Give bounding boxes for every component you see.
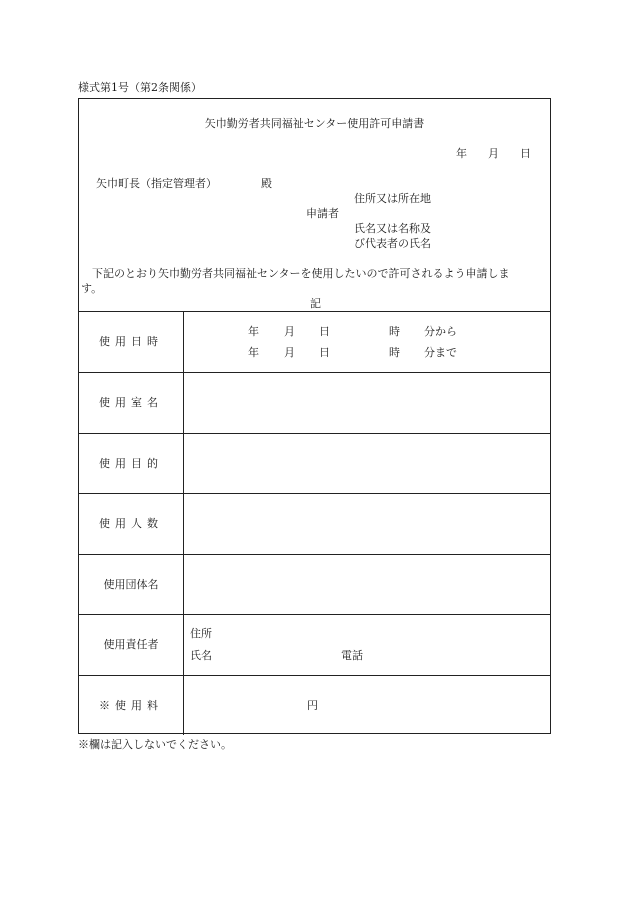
row-people-label: 使用人数 <box>99 517 163 530</box>
row-divider <box>79 554 550 555</box>
responsible-name-label: 氏名 <box>190 649 212 662</box>
date-month-label: 月 <box>488 147 499 160</box>
dt-start-day: 日 <box>319 325 330 338</box>
row-divider <box>79 614 550 615</box>
application-form <box>78 98 551 734</box>
form-title: 矢巾勤労者共同福祉センター使用許可申請書 <box>204 117 425 130</box>
dt-end-suffix: 分まで <box>424 346 457 359</box>
footnote: ※欄は記入しないでください。 <box>78 738 232 751</box>
table-column-divider <box>183 311 184 735</box>
addressee: 矢巾町長（指定管理者） <box>96 177 217 190</box>
row-divider <box>79 433 550 434</box>
dt-start-year: 年 <box>248 325 259 338</box>
dt-end-month: 月 <box>284 346 295 359</box>
applicant-label: 申請者 <box>306 207 339 220</box>
dt-end-year: 年 <box>248 346 259 359</box>
honorific: 殿 <box>261 177 272 190</box>
row-datetime-label: 使用日時 <box>99 335 163 348</box>
form-number: 様式第1号（第2条関係） <box>78 81 202 94</box>
row-group-label: 使用団体名 <box>103 578 159 591</box>
row-purpose-label: 使用目的 <box>99 457 163 470</box>
date-year-label: 年 <box>456 147 467 160</box>
dt-start-suffix: 分から <box>424 325 457 338</box>
row-fee-label: ※使用料 <box>99 699 163 712</box>
applicant-name-label-1: 氏名又は名称及 <box>354 222 431 235</box>
applicant-address-label: 住所又は所在地 <box>354 192 431 205</box>
row-room-label: 使用室名 <box>99 396 163 409</box>
responsible-address-label: 住所 <box>190 627 212 640</box>
fee-yen-label: 円 <box>307 699 318 712</box>
table-top-border <box>79 311 550 312</box>
request-text-line2: す。 <box>81 282 103 295</box>
dt-start-hour: 時 <box>389 325 400 338</box>
dt-end-day: 日 <box>319 346 330 359</box>
row-divider <box>79 675 550 676</box>
dt-start-month: 月 <box>284 325 295 338</box>
responsible-phone-label: 電話 <box>341 649 363 662</box>
ki-label: 記 <box>310 297 321 310</box>
row-divider <box>79 372 550 373</box>
dt-end-hour: 時 <box>389 346 400 359</box>
row-responsible-label: 使用責任者 <box>103 638 159 651</box>
date-day-label: 日 <box>520 147 531 160</box>
request-text-line1: 下記のとおり矢巾勤労者共同福祉センターを使用したいので許可されるよう申請しま <box>92 267 510 280</box>
row-divider <box>79 493 550 494</box>
applicant-name-label-2: び代表者の氏名 <box>354 237 431 250</box>
